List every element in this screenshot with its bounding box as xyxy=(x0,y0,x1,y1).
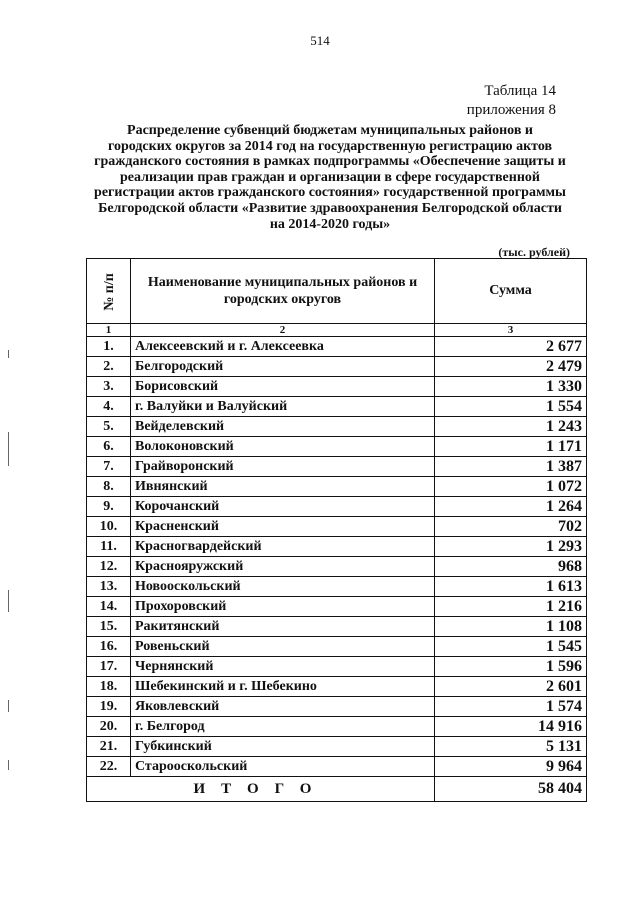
district-name: Ракитянский xyxy=(131,617,435,637)
header-row xyxy=(87,259,587,324)
amount-value: 1 072 xyxy=(435,477,587,497)
row-number: 4. xyxy=(87,397,131,417)
district-name: Борисовский xyxy=(131,377,435,397)
row-number: 9. xyxy=(87,497,131,517)
table-reference xyxy=(467,82,556,120)
row-number: 21. xyxy=(87,737,131,757)
amount-value: 1 293 xyxy=(435,537,587,557)
district-name: Яковлевский xyxy=(131,697,435,717)
table-row xyxy=(87,477,587,497)
header-num-label: № п/п xyxy=(101,273,117,311)
row-number: 13. xyxy=(87,577,131,597)
row-number: 19. xyxy=(87,697,131,717)
scan-mark xyxy=(8,350,9,358)
district-name: Новооскольский xyxy=(131,577,435,597)
header-name-cell: Наименование муниципальных районов и городских округов xyxy=(131,259,435,324)
district-name: Волоконовский xyxy=(131,437,435,457)
scan-mark xyxy=(8,760,9,770)
amount-value: 1 216 xyxy=(435,597,587,617)
amount-value: 5 131 xyxy=(435,737,587,757)
amount-value: 9 964 xyxy=(435,757,587,777)
table-row xyxy=(87,597,587,617)
table-row xyxy=(87,757,587,777)
row-number: 7. xyxy=(87,457,131,477)
amount-value: 2 601 xyxy=(435,677,587,697)
header-num-cell xyxy=(87,259,131,324)
district-name: г. Белгород xyxy=(131,717,435,737)
district-name: Прохоровский xyxy=(131,597,435,617)
row-number: 10. xyxy=(87,517,131,537)
amount-value: 14 916 xyxy=(435,717,587,737)
district-name: Ивнянский xyxy=(131,477,435,497)
units-label: (тыс. рублей) xyxy=(498,245,570,259)
column-number: 2 xyxy=(131,324,435,337)
title-line: Распределение субвенций бюджетам муниципальных районов и xyxy=(127,123,533,138)
table-row xyxy=(87,537,587,557)
header-sum-cell: Сумма xyxy=(435,259,587,324)
column-number-row xyxy=(87,324,587,337)
table-row xyxy=(87,697,587,717)
district-name: Шебекинский и г. Шебекино xyxy=(131,677,435,697)
district-name: Красненский xyxy=(131,517,435,537)
amount-value: 1 243 xyxy=(435,417,587,437)
table-row xyxy=(87,377,587,397)
table-row xyxy=(87,457,587,477)
district-name: г. Валуйки и Валуйский xyxy=(131,397,435,417)
amount-value: 1 545 xyxy=(435,637,587,657)
page-number: 514 xyxy=(310,33,330,48)
district-name: Вейделевский xyxy=(131,417,435,437)
table-row xyxy=(87,337,587,357)
title-line: реализации прав граждан и организации в сфере государственной xyxy=(120,169,540,185)
amount-value: 2 677 xyxy=(435,337,587,357)
amount-value: 1 330 xyxy=(435,377,587,397)
table-row xyxy=(87,557,587,577)
district-name: Корочанский xyxy=(131,497,435,517)
row-number: 2. xyxy=(87,357,131,377)
amount-value: 1 108 xyxy=(435,617,587,637)
column-number: 1 xyxy=(87,324,131,337)
amount-value: 1 596 xyxy=(435,657,587,677)
district-name: Грайворонский xyxy=(131,457,435,477)
row-number: 22. xyxy=(87,757,131,777)
row-number: 1. xyxy=(87,337,131,357)
scan-mark xyxy=(8,590,9,612)
table-row xyxy=(87,417,587,437)
row-number: 15. xyxy=(87,617,131,637)
table-row xyxy=(87,397,587,417)
document-title xyxy=(80,123,580,232)
table-row xyxy=(87,617,587,637)
title-line: городских округов за 2014 год на государственную регистрацию актов xyxy=(107,138,553,154)
scan-mark xyxy=(8,432,9,466)
district-name: Алексеевский и г. Алексеевка xyxy=(131,337,435,357)
amount-value: 1 387 xyxy=(435,457,587,477)
row-number: 16. xyxy=(87,637,131,657)
amount-value: 1 574 xyxy=(435,697,587,717)
table-row xyxy=(87,437,587,457)
total-label: ИТОГО xyxy=(87,777,435,802)
district-name: Чернянский xyxy=(131,657,435,677)
row-number: 20. xyxy=(87,717,131,737)
subsidy-table xyxy=(86,258,587,802)
amount-value: 702 xyxy=(435,517,587,537)
row-number: 6. xyxy=(87,437,131,457)
amount-value: 968 xyxy=(435,557,587,577)
row-number: 3. xyxy=(87,377,131,397)
district-name: Губкинский xyxy=(131,737,435,757)
amount-value: 2 479 xyxy=(435,357,587,377)
total-row xyxy=(87,777,587,802)
amount-value: 1 554 xyxy=(435,397,587,417)
scan-mark xyxy=(8,700,9,712)
table-row xyxy=(87,497,587,517)
total-value: 58 404 xyxy=(435,777,587,802)
row-number: 5. xyxy=(87,417,131,437)
table-row xyxy=(87,737,587,757)
row-number: 14. xyxy=(87,597,131,617)
row-number: 8. xyxy=(87,477,131,497)
district-name: Ровеньский xyxy=(131,637,435,657)
district-name: Старооскольский xyxy=(131,757,435,777)
row-number: 12. xyxy=(87,557,131,577)
district-name: Белгородский xyxy=(131,357,435,377)
district-name: Краснояружский xyxy=(131,557,435,577)
table-reference-line-1: Таблица 14 xyxy=(484,83,556,99)
district-name: Красногвардейский xyxy=(131,537,435,557)
table-row xyxy=(87,577,587,597)
title-line: гражданского состояния в рамках подпрограммы «Обеспечение защиты и xyxy=(94,154,566,170)
table-row xyxy=(87,637,587,657)
title-line: Белгородской области «Развитие здравоохранения Белгородской области xyxy=(98,200,562,216)
column-number: 3 xyxy=(435,324,587,337)
row-number: 11. xyxy=(87,537,131,557)
amount-value: 1 613 xyxy=(435,577,587,597)
amount-value: 1 171 xyxy=(435,437,587,457)
table-row xyxy=(87,517,587,537)
table-row xyxy=(87,657,587,677)
row-number: 18. xyxy=(87,677,131,697)
title-line: на 2014-2020 годы» xyxy=(269,216,391,232)
table-row xyxy=(87,357,587,377)
title-line: регистрации актов гражданского состояния» государственной программы xyxy=(94,185,566,201)
table-row xyxy=(87,717,587,737)
table-reference-line-2: приложения 8 xyxy=(466,102,556,118)
table-row xyxy=(87,677,587,697)
row-number: 17. xyxy=(87,657,131,677)
amount-value: 1 264 xyxy=(435,497,587,517)
